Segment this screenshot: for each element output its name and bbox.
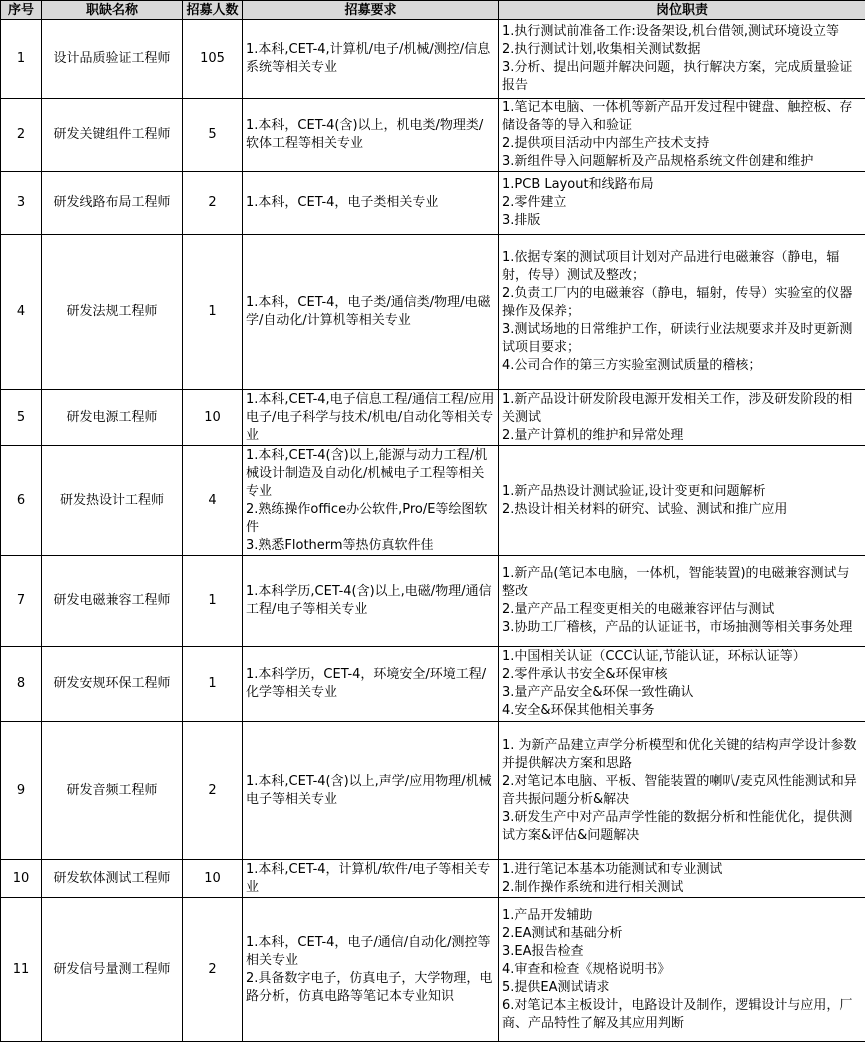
table-row [1,446,865,556]
duty-line: 6.对笔记本主板设计，电路设计及制作，逻辑设计与应用，厂商、产品特性了解及其应用判断 [502,997,853,1031]
job-title: 研发电源工程师 [42,390,183,446]
header-row [1,1,865,20]
duty-line: 3.排版 [502,213,541,228]
table-row [1,722,865,860]
duty-line: 1.中国相关认证（CCC认证,节能认证，环标认证等） [502,649,806,664]
requirement-line: 1.本科,CET-4,电子信息工程/通信工程/应用电子/电子科学与技术/机电/自动化等相关专业 [246,391,495,443]
job-title: 研发电磁兼容工程师 [42,556,183,647]
job-title: 设计品质验证工程师 [42,20,183,99]
row-number: 7 [1,556,42,647]
duties-cell [499,20,865,99]
requirements-cell [243,20,499,99]
header-no: 序号 [1,1,42,20]
job-title: 研发音频工程师 [42,722,183,860]
table-row [1,556,865,647]
duty-line: 1. 为新产品建立声学分析模型和优化关键的结构声学设计参数并提供解决方案和思路 [502,737,857,771]
row-number: 8 [1,647,42,722]
duties-cell [499,172,865,235]
duty-line: 4.审查和检查《规格说明书》 [502,961,671,977]
requirements-cell [243,898,499,1042]
duty-line: 3.量产产品安全&环保一致性确认 [502,685,694,700]
duties-cell [499,99,865,172]
duties-cell [499,647,865,722]
requirement-line: 1.本科，CET-4，电子/通信/自动化/测控等相关专业 [246,934,491,968]
header-requirements: 招募要求 [243,1,499,20]
duties-cell [499,235,865,390]
duty-line: 2.对笔记本电脑、平板、智能装置的喇叭/麦克风性能测试和异音共振问题分析&解决 [502,773,857,807]
table-row [1,860,865,898]
row-number: 5 [1,390,42,446]
duty-line: 3.测试场地的日常维护工作，研读行业法规要求并及时更新测试项目要求； [502,322,853,355]
duty-line: 1.新产品设计研发阶段电源开发相关工作，涉及研发阶段的相关测试 [502,391,853,425]
duty-line: 3.研发生产中对产品声学性能的数据分析和性能优化，提供测试方案&评估&问题解决 [502,809,853,843]
row-number: 1 [1,20,42,99]
hire-count: 10 [183,390,243,446]
duty-line: 3.分析、提出问题并解决问题，执行解决方案，完成质量验证报告 [502,60,853,93]
duty-line: 2.零件承认书安全&环保审核 [502,667,668,682]
duty-line: 1.进行笔记本基本功能测试和专业测试 [502,861,723,877]
duty-line: 1.笔记本电脑、一体机等新产品开发过程中键盘、触控板、存储设备等的导入和验证 [502,100,853,133]
header-title: 职缺名称 [42,1,183,20]
hire-count: 105 [183,20,243,99]
duty-line: 1.依据专案的测试项目计划对产品进行电磁兼容（静电，辐射，传导）测试及整改； [502,250,840,283]
requirements-cell [243,446,499,556]
table-row [1,99,865,172]
duty-line: 2.热设计相关材料的研究、试验、测试和推广应用 [502,501,788,517]
duty-line: 1.PCB Layout和线路布局 [502,177,654,192]
duty-line: 2.量产计算机的维护和异常处理 [502,427,684,443]
table-row [1,172,865,235]
table-row [1,647,865,722]
requirements-cell [243,172,499,235]
requirement-line: 3.熟悉Flotherm等热仿真软件佳 [246,537,434,553]
duty-line: 3.EA报告检查 [502,943,584,959]
job-title: 研发安规环保工程师 [42,647,183,722]
requirements-cell [243,860,499,898]
hire-count: 10 [183,860,243,898]
requirements-cell [243,647,499,722]
duties-cell [499,390,865,446]
requirements-cell [243,722,499,860]
hire-count: 2 [183,172,243,235]
table-row [1,20,865,99]
requirements-cell [243,390,499,446]
duties-cell [499,860,865,898]
table-row [1,235,865,390]
duty-line: 2.执行测试计划,收集相关测试数据 [502,42,701,57]
duty-line: 3.新组件导入问题解析及产品规格系统文件创建和维护 [502,154,814,169]
duty-line: 1.执行测试前准备工作:设备架设,机台借领,测试环境设立等 [502,24,840,39]
job-title: 研发信号量测工程师 [42,898,183,1042]
requirement-line: 1.本科，CET-4，电子类相关专业 [246,195,439,210]
row-number: 6 [1,446,42,556]
duty-line: 5.提供EA测试请求 [502,979,610,995]
duty-line: 2.提供项目活动中内部生产技术支持 [502,136,710,151]
header-count: 招募人数 [183,1,243,20]
row-number: 10 [1,860,42,898]
duty-line: 2.制作操作系统和进行相关测试 [502,879,684,895]
job-title: 研发线路布局工程师 [42,172,183,235]
requirement-line: 2.熟练操作office办公软件,Pro/E等绘图软件 [246,501,488,535]
requirements-cell [243,99,499,172]
requirements-cell [243,556,499,647]
duty-line: 1.新产品(笔记本电脑，一体机，智能装置)的电磁兼容测试与整改 [502,566,850,599]
requirement-line: 1.本科，CET-4，电子类/通信类/物理/电磁学/自动化/计算机等相关专业 [246,295,491,328]
row-number: 2 [1,99,42,172]
requirement-line: 1.本科学历,CET-4(含)以上,电磁/物理/通信工程/电子等相关专业 [246,584,492,617]
duty-line: 1.新产品热设计测试验证,设计变更和问题解析 [502,483,766,499]
hire-count: 1 [183,647,243,722]
requirement-line: 2.具备数字电子，仿真电子，大学物理，电路分析，仿真电路等笔记本专业知识 [246,970,493,1004]
duty-line: 4.公司合作的第三方实验室测试质量的稽核； [502,358,762,373]
requirement-line: 1.本科,CET-4(含)以上,声学/应用物理/机械电子等相关专业 [246,773,492,807]
requirement-line: 1.本科,CET-4(含)以上,能源与动力工程/机械设计制造及自动化/机械电子工程等相关专业 [246,447,488,499]
hire-count: 2 [183,898,243,1042]
duty-line: 1.产品开发辅助 [502,907,593,923]
requirements-cell [243,235,499,390]
duty-line: 2.量产产品工程变更相关的电磁兼容评估与测试 [502,602,775,617]
hire-count: 4 [183,446,243,556]
requirement-line: 1.本科,CET-4，计算机/软件/电子等相关专业 [246,861,491,895]
row-number: 3 [1,172,42,235]
duties-cell [499,898,865,1042]
duties-cell [499,446,865,556]
requirement-line: 1.本科学历，CET-4，环境安全/环境工程/化学等相关专业 [246,667,487,700]
duty-line: 2.负责工厂内的电磁兼容（静电，辐射，传导）实验室的仪器操作及保养； [502,286,853,319]
job-title: 研发软体测试工程师 [42,860,183,898]
table-row [1,390,865,446]
hire-count: 2 [183,722,243,860]
duty-line: 2.零件建立 [502,195,567,210]
duty-line: 2.EA测试和基础分析 [502,925,623,941]
header-duties: 岗位职责 [499,1,865,20]
job-title: 研发热设计工程师 [42,446,183,556]
row-number: 11 [1,898,42,1042]
hire-count: 5 [183,99,243,172]
duties-cell [499,722,865,860]
job-title: 研发关键组件工程师 [42,99,183,172]
row-number: 4 [1,235,42,390]
requirement-line: 1.本科,CET-4,计算机/电子/机械/测控/信息系统等相关专业 [246,42,491,75]
row-number: 9 [1,722,42,860]
requirement-line: 1.本科，CET-4(含)以上，机电类/物理类/软体工程等相关专业 [246,118,484,151]
table-row [1,898,865,1042]
hire-count: 1 [183,235,243,390]
duty-line: 4.安全&环保其他相关事务 [502,703,655,718]
job-title: 研发法规工程师 [42,235,183,390]
duty-line: 3.协助工厂稽核，产品的认证证书，市场抽测等相关事务处理 [502,620,853,635]
hire-count: 1 [183,556,243,647]
duties-cell [499,556,865,647]
